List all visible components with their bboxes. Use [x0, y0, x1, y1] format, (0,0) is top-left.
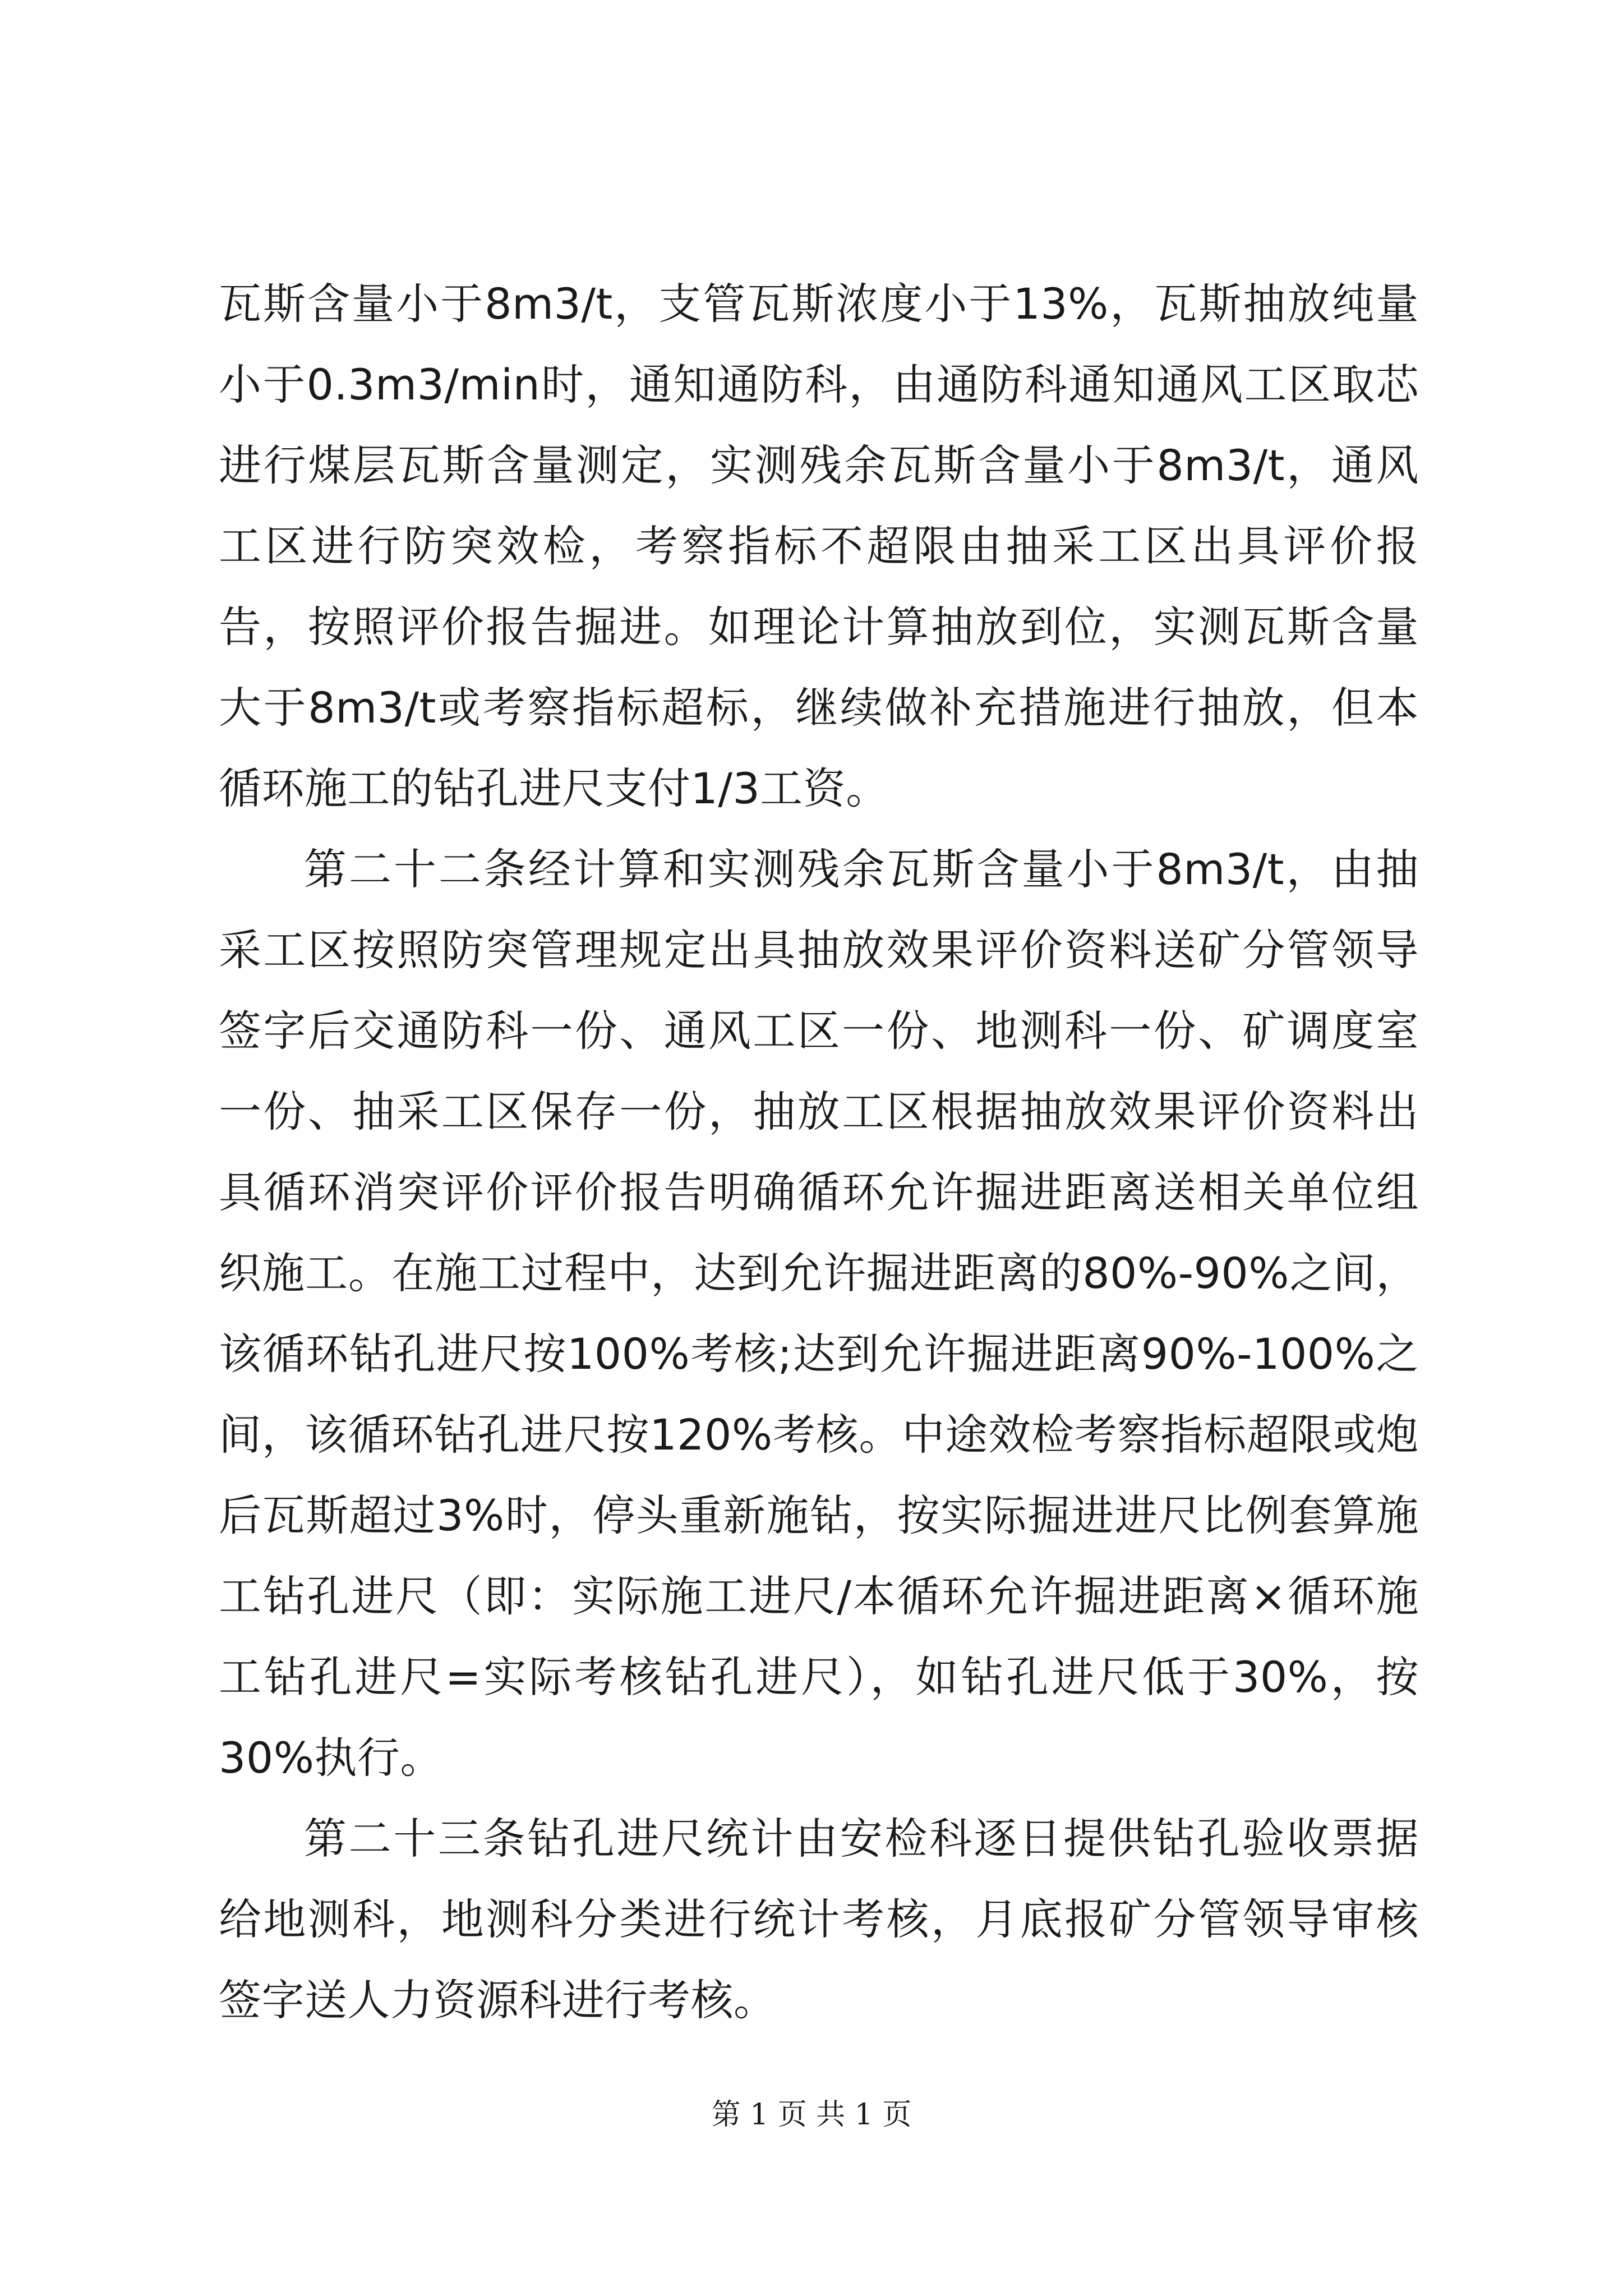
- paragraph-article-23: 第二十三条钻孔进尺统计由安检科逐日提供钻孔验收票据给地测科，地测科分类进行统计考核，月底报矿分管领导审核签字送人力资源科进行考核。: [219, 1814, 1419, 2025]
- page-footer: 第 1 页 共 1 页: [711, 2098, 912, 2132]
- paragraph-continuation: 瓦斯含量小于8m3/t，支管瓦斯浓度小于13%，瓦斯抽放纯量小于0.3m3/min时，通知通防科，由通防科通知通风工区取芯进行煤层瓦斯含量测定，实测残余瓦斯含量小于8m3/t，通风工区进行防突效检，考察指标不超限由抽采工区出具评价报告，按照评价报告掘进。如理论计算抽放到位，实测瓦斯含量大于8m3/t或考察指标超标，继续做补充措施进行抽放，但本循环施工的钻孔进尺支付1/3工资。: [219, 279, 1419, 813]
- paragraph-article-22: 第二十二条经计算和实测残余瓦斯含量小于8m3/t，由抽采工区按照防突管理规定出具抽放效果评价资料送矿分管领导签字后交通防科一份、通风工区一份、地测科一份、矿调度室一份、抽采工区保存一份，抽放工区根据抽放效果评价资料出具循环消突评价评价报告明确循环允许掘进距离送相关单位组织施工。在施工过程中，达到允许掘进距离的80%-90%之间，该循环钻孔进尺按100%考核;达到允许掘进距离90%-100%之间，该循环钻孔进尺按120%考核。中途效检考察指标超限或炮后瓦斯超过3%时，停头重新施钻，按实际掘进进尺比例套算施工钻孔进尺（即：实际施工进尺/本循环允许掘进距离×循环施工钻孔进尺=实际考核钻孔进尺），如钻孔进尺低于30%，按30%执行。: [219, 844, 1419, 1783]
- document-body: [219, 264, 1419, 2041]
